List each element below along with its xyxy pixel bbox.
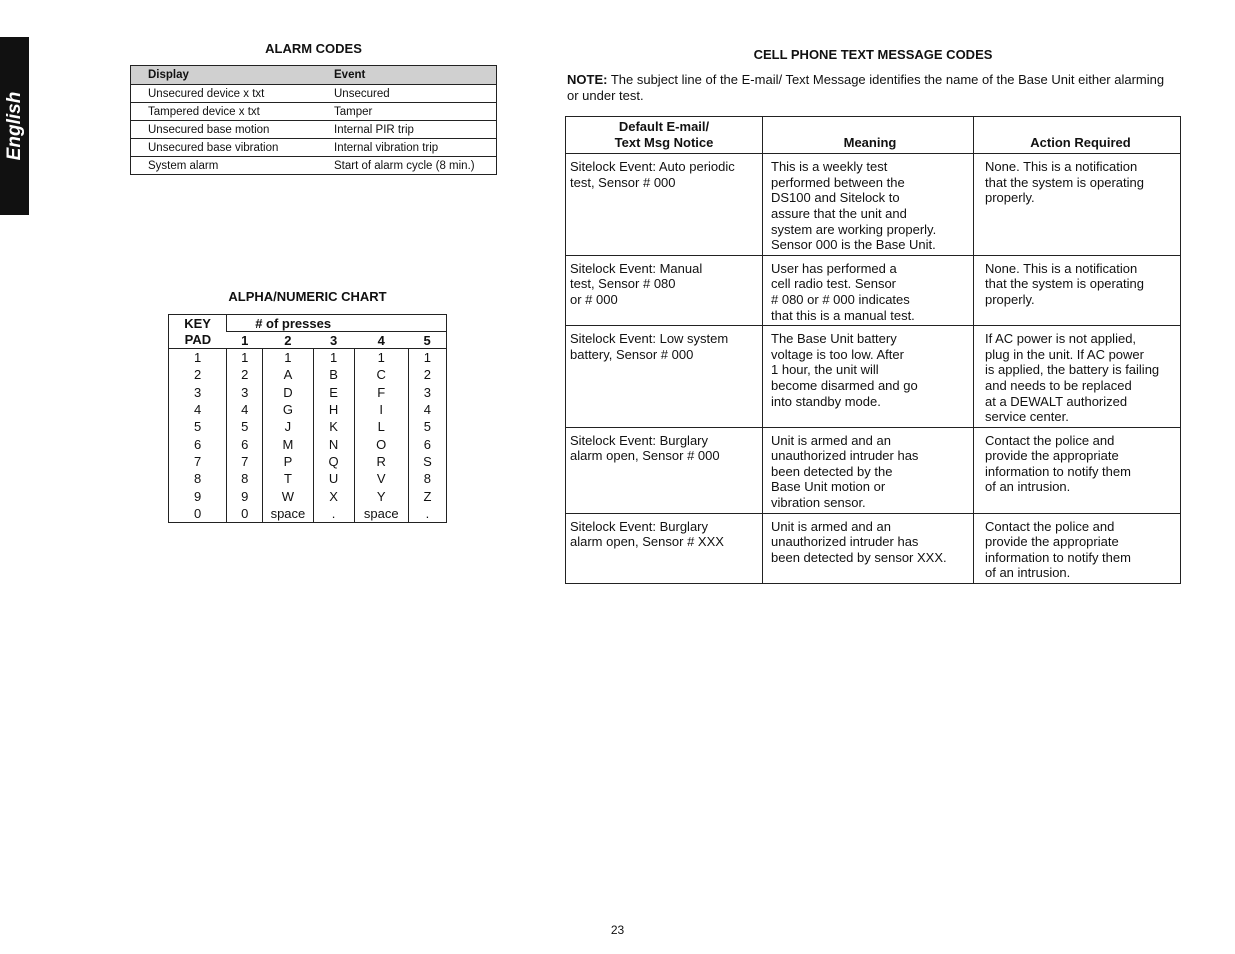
action-cell: Contact the police and provide the appropriate information to notify them of an intrusion. xyxy=(974,513,1181,583)
character-cell: Q xyxy=(313,453,354,470)
pad-label: PAD xyxy=(169,332,227,349)
character-cell: G xyxy=(263,401,313,418)
character-cell: 2 xyxy=(227,366,263,383)
meaning-cell: The Base Unit battery voltage is too low. After 1 hour, the unit will become disarmed and go into standby mode. xyxy=(763,326,974,428)
character-cell: 5 xyxy=(227,418,263,435)
meaning-cell: Unit is armed and an unauthorized intruder has been detected by sensor XXX. xyxy=(763,513,974,583)
character-cell: 5 xyxy=(408,418,446,435)
cell-code-row xyxy=(566,255,1181,325)
key-label: KEY xyxy=(184,315,211,331)
alarm-header-row xyxy=(131,66,497,85)
cell-header-meaning: Meaning xyxy=(763,117,974,154)
keypad-key-cell: 2 xyxy=(193,367,202,383)
keypad-key-cell: 9 xyxy=(193,488,202,504)
language-tab-label: English xyxy=(3,91,25,161)
character-cell: F xyxy=(354,384,408,401)
character-cell: E xyxy=(313,384,354,401)
keypad-key-cell: 8 xyxy=(193,471,202,487)
character-cell: L xyxy=(354,418,408,435)
cell-codes-table xyxy=(565,116,1181,584)
press-number-header: 4 xyxy=(354,332,408,349)
alarm-display-cell: Tampered device x txt xyxy=(131,103,318,121)
alpha-header-row-1 xyxy=(169,315,447,332)
keypad-key-cell: 3 xyxy=(193,384,202,400)
alarm-event-cell: Unsecured xyxy=(317,85,497,103)
press-number-header: 5 xyxy=(408,332,446,349)
cell-code-row xyxy=(566,513,1181,583)
character-cell: U xyxy=(313,470,354,487)
cell-codes-title: CELL PHONE TEXT MESSAGE CODES xyxy=(753,47,993,62)
cell-header-action: Action Required xyxy=(974,117,1181,154)
alarm-row xyxy=(131,103,497,121)
alarm-header-event: Event xyxy=(317,66,497,85)
action-cell: Contact the police and provide the appropriate information to notify them of an intrusion. xyxy=(974,427,1181,513)
action-cell: If AC power is not applied, plug in the unit. If AC power is applied, the battery is failing and needs to be replaced at a DEWALT authorized service center. xyxy=(974,326,1181,428)
character-cell: 6 xyxy=(408,435,446,452)
meaning-cell: This is a weekly test performed between the DS100 and Sitelock to assure that the unit and system are working properly. Sensor 000 is the Base Unit. xyxy=(763,154,974,256)
meaning-cell: User has performed a cell radio test. Sensor # 080 or # 000 indicates that this is a manual test. xyxy=(763,255,974,325)
alarm-row xyxy=(131,139,497,157)
character-cell: 8 xyxy=(408,470,446,487)
character-cell: H xyxy=(313,401,354,418)
alarm-event-cell: Internal PIR trip xyxy=(317,121,497,139)
alarm-event-cell: Internal vibration trip xyxy=(317,139,497,157)
keypad-key-cell: 1 xyxy=(193,350,202,366)
alarm-event-cell: Start of alarm cycle (8 min.) xyxy=(317,157,497,175)
character-cell: space xyxy=(354,505,408,523)
character-cell: M xyxy=(263,435,313,452)
character-cell: T xyxy=(263,470,313,487)
alarm-display-cell: System alarm xyxy=(131,157,318,175)
cell-code-row xyxy=(566,326,1181,428)
notice-cell: Sitelock Event: Low system battery, Sensor # 000 xyxy=(566,326,763,428)
notice-cell: Sitelock Event: Manual test, Sensor # 080 or # 000 xyxy=(566,255,763,325)
character-cell: 3 xyxy=(227,384,263,401)
notice-cell: Sitelock Event: Burglary alarm open, Sensor # XXX xyxy=(566,513,763,583)
character-cell: 8 xyxy=(227,470,263,487)
action-cell: None. This is a notification that the system is operating properly. xyxy=(974,154,1181,256)
alpha-row xyxy=(169,505,447,523)
keypad-key-cell: 0 xyxy=(193,505,202,521)
character-cell: 9 xyxy=(227,487,263,504)
character-cell: P xyxy=(263,453,313,470)
notice-cell: Sitelock Event: Auto periodic test, Sensor # 000 xyxy=(566,154,763,256)
alarm-row xyxy=(131,121,497,139)
character-cell: . xyxy=(408,505,446,523)
keypad-key-cell: 7 xyxy=(193,453,202,469)
character-cell: 6 xyxy=(227,435,263,452)
character-cell: X xyxy=(313,487,354,504)
alpha-row xyxy=(169,435,447,452)
alpha-numeric-table xyxy=(168,314,447,523)
cell-header-row xyxy=(566,117,1181,154)
character-cell: space xyxy=(263,505,313,523)
character-cell: J xyxy=(263,418,313,435)
notice-cell: Sitelock Event: Burglary alarm open, Sensor # 000 xyxy=(566,427,763,513)
cell-code-row xyxy=(566,154,1181,256)
cell-code-row xyxy=(566,427,1181,513)
character-cell: . xyxy=(313,505,354,523)
character-cell: O xyxy=(354,435,408,452)
character-cell: A xyxy=(263,366,313,383)
keypad-key-cell: 5 xyxy=(193,419,202,435)
keypad-key-cell: 6 xyxy=(193,436,202,452)
character-cell: 1 xyxy=(354,349,408,367)
alpha-row xyxy=(169,384,447,401)
meaning-cell: Unit is armed and an unauthorized intruder has been detected by the Base Unit motion or vibration sensor. xyxy=(763,427,974,513)
character-cell: W xyxy=(263,487,313,504)
alpha-row xyxy=(169,418,447,435)
alarm-display-cell: Unsecured device x txt xyxy=(131,85,318,103)
alpha-row xyxy=(169,349,447,367)
character-cell: 1 xyxy=(227,349,263,367)
presses-label: # of presses xyxy=(227,315,447,332)
keypad-key-cell: 4 xyxy=(193,402,202,418)
character-cell: 2 xyxy=(408,366,446,383)
action-cell: None. This is a notification that the system is operating properly. xyxy=(974,255,1181,325)
alarm-event-cell: Tamper xyxy=(317,103,497,121)
alarm-display-cell: Unsecured base vibration xyxy=(131,139,318,157)
character-cell: 4 xyxy=(227,401,263,418)
character-cell: 1 xyxy=(263,349,313,367)
character-cell: D xyxy=(263,384,313,401)
note-paragraph xyxy=(567,72,1167,103)
character-cell: 4 xyxy=(408,401,446,418)
character-cell: Z xyxy=(408,487,446,504)
alpha-row xyxy=(169,401,447,418)
character-cell: R xyxy=(354,453,408,470)
character-cell: K xyxy=(313,418,354,435)
character-cell: V xyxy=(354,470,408,487)
character-cell: Y xyxy=(354,487,408,504)
cell-header-notice: Default E-mail/ Text Msg Notice xyxy=(614,119,714,150)
alarm-header-display: Display xyxy=(131,66,318,85)
alpha-row xyxy=(169,453,447,470)
press-number-header: 3 xyxy=(313,332,354,349)
alarm-display-cell: Unsecured base motion xyxy=(131,121,318,139)
alpha-row xyxy=(169,487,447,504)
language-tab xyxy=(0,37,29,215)
alpha-row xyxy=(169,366,447,383)
character-cell: B xyxy=(313,366,354,383)
alarm-row xyxy=(131,85,497,103)
character-cell: 1 xyxy=(408,349,446,367)
alarm-codes-table xyxy=(130,65,497,175)
press-number-header: 1 xyxy=(227,332,263,349)
character-cell: 1 xyxy=(313,349,354,367)
character-cell: S xyxy=(408,453,446,470)
press-number-header: 2 xyxy=(263,332,313,349)
alarm-codes-title: ALARM CODES xyxy=(265,41,362,56)
alarm-row xyxy=(131,157,497,175)
character-cell: N xyxy=(313,435,354,452)
alpha-header-row-2 xyxy=(169,332,447,349)
character-cell: I xyxy=(354,401,408,418)
character-cell: 0 xyxy=(227,505,263,523)
alpha-row xyxy=(169,470,447,487)
page-number: 23 xyxy=(610,923,625,937)
note-text: The subject line of the E-mail/ Text Message identifies the name of the Base Unit either alarming or under test. xyxy=(567,72,1165,103)
character-cell: 7 xyxy=(227,453,263,470)
note-label: NOTE: xyxy=(567,72,608,87)
character-cell: C xyxy=(354,366,408,383)
character-cell: 3 xyxy=(408,384,446,401)
alpha-numeric-title: ALPHA/NUMERIC CHART xyxy=(228,289,387,304)
